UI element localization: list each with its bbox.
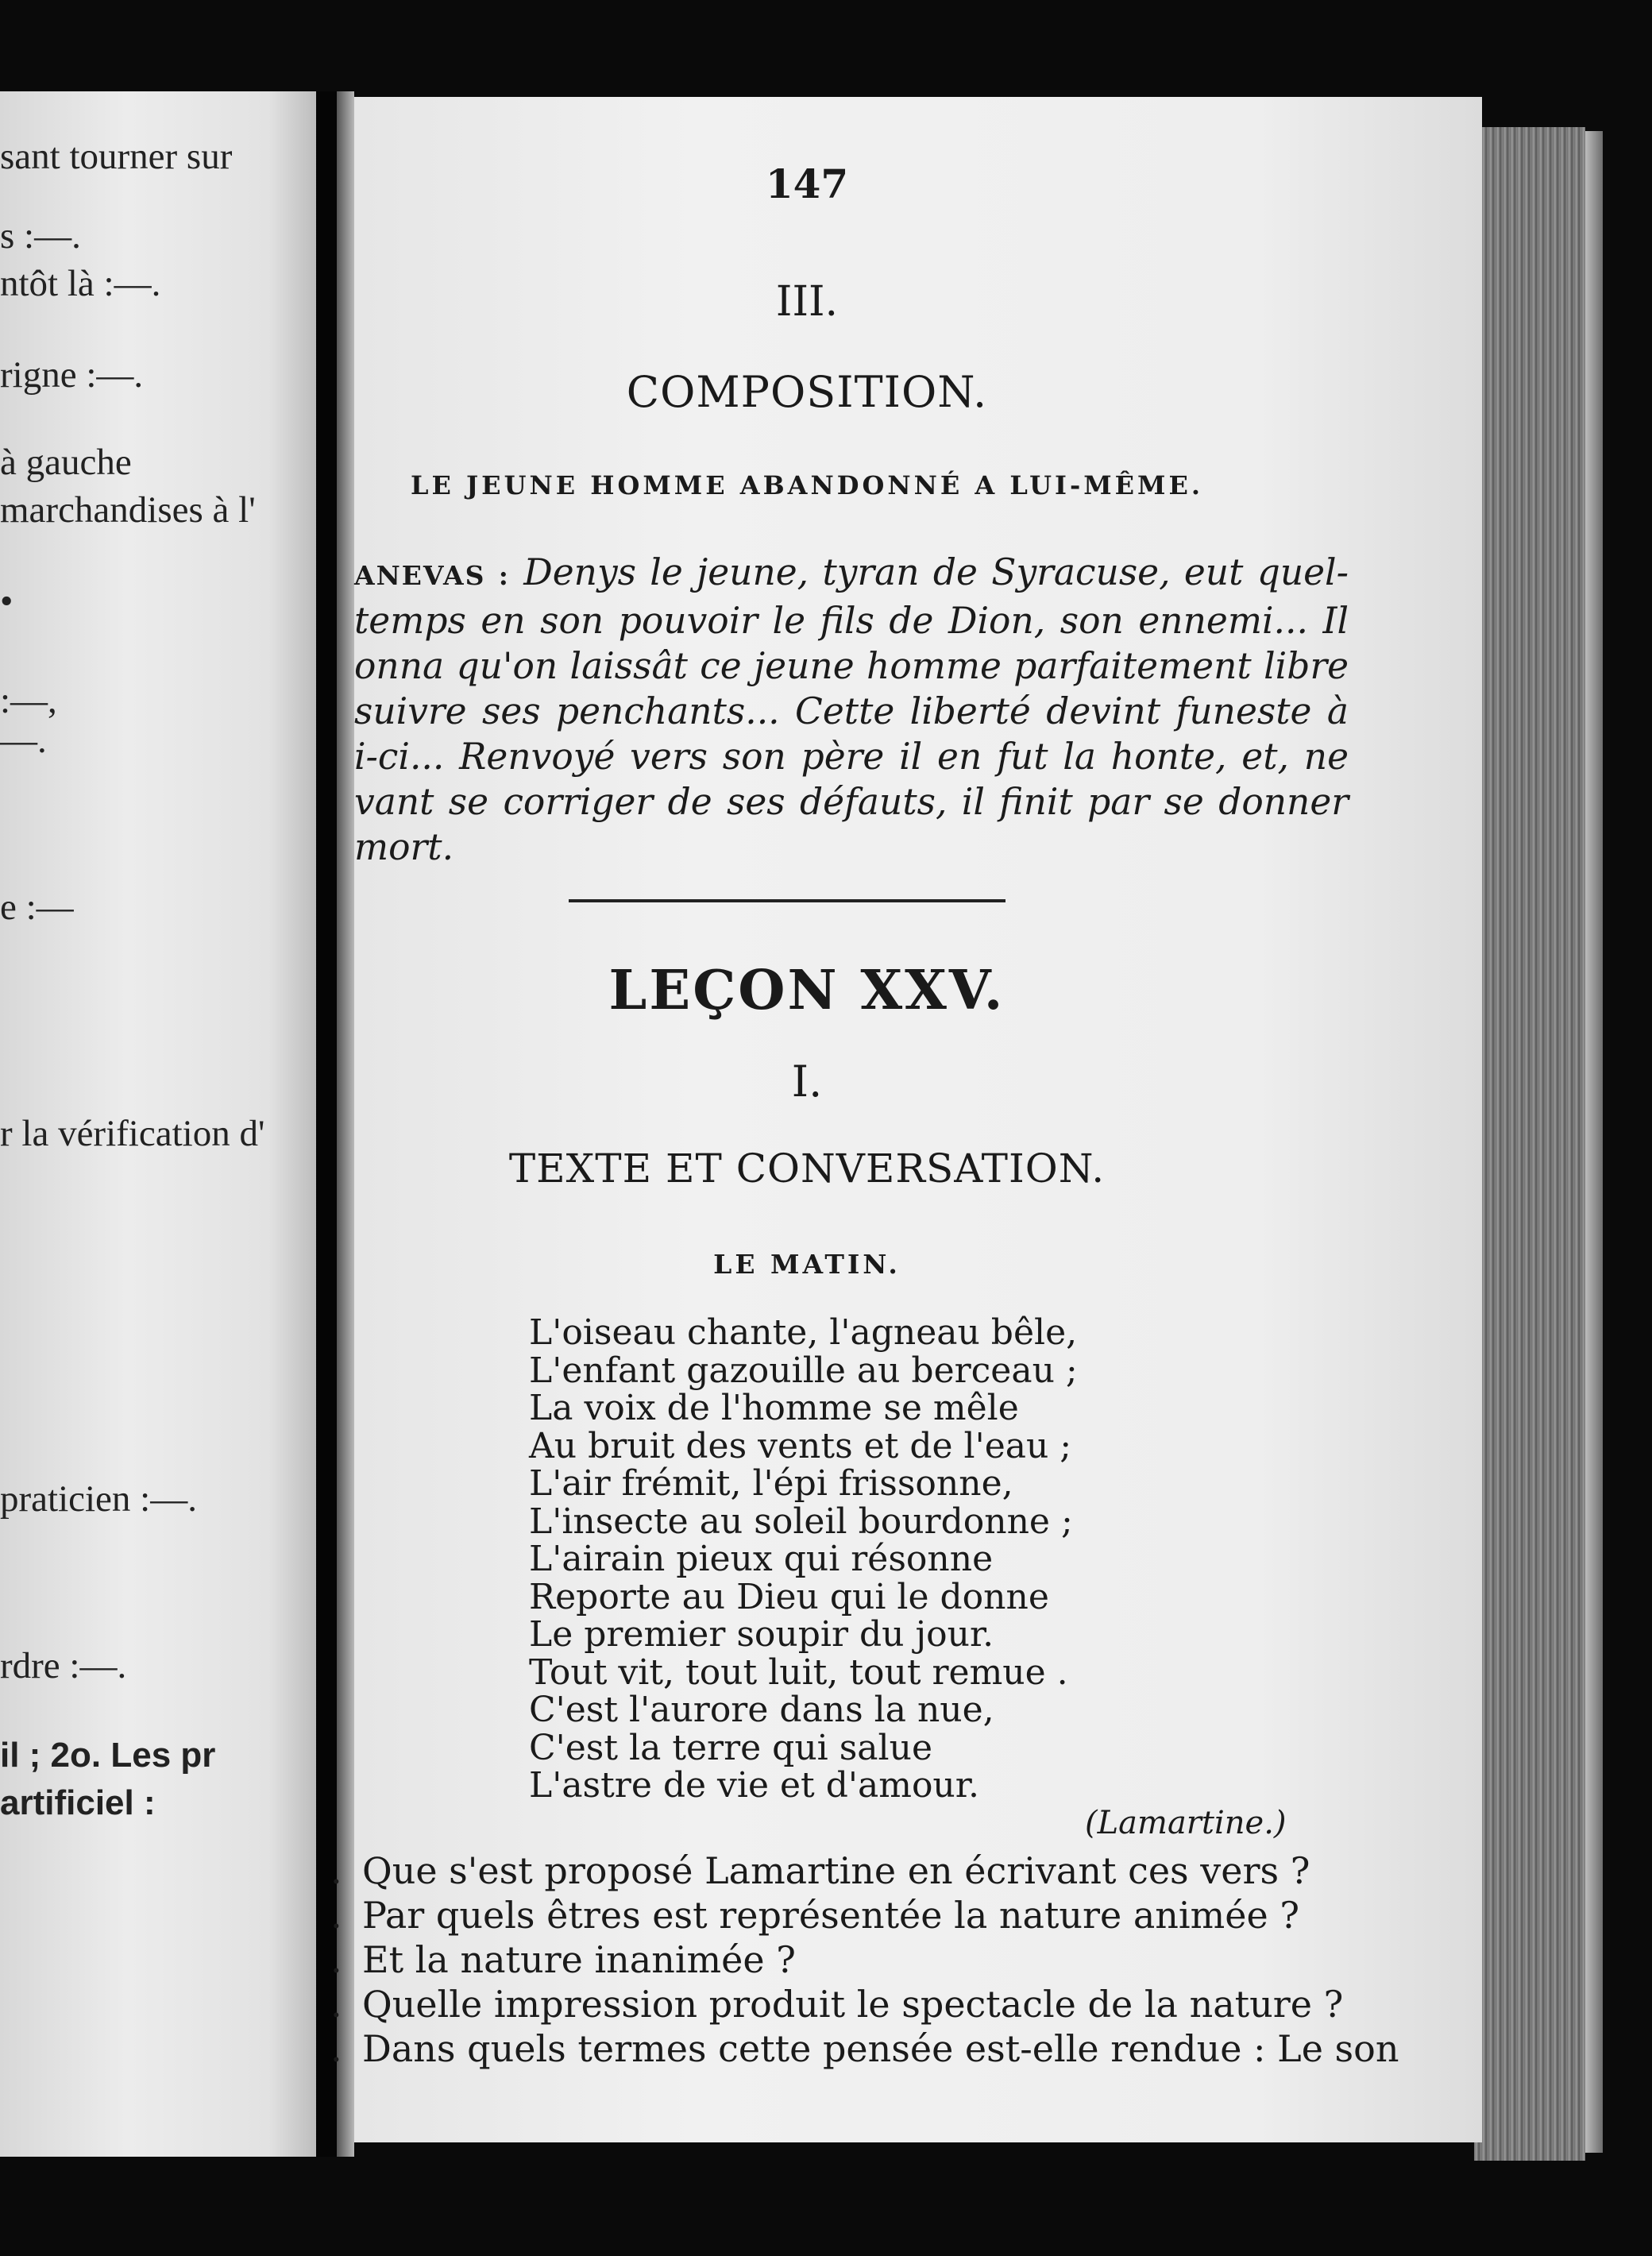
right-page (330, 97, 1482, 2142)
question-text: Que s'est proposé Lamartine en écrivant ces vers ? (362, 1849, 1310, 1892)
poem-verse: La voix de l'homme se mêle (529, 1388, 1019, 1428)
left-page-line: rigne :—. (0, 354, 144, 396)
left-page-line: s :—. (0, 215, 81, 257)
poem-verse: Au bruit des vents et de l'eau ; (529, 1425, 1072, 1466)
poem-title: LE MATIN. (713, 1249, 901, 1280)
canevas-text: Denys le jeune, tyran de Syracuse, eut quel- temps en son pouvoir le fils de Dion, son ennemi... Il onna qu'on laissât ce jeune homme parfaitement libre suivre ses penchants... Cette liberté devint funeste à i-ci... Renvoyé vers son père il en fut la honte, et, ne vant se corriger de ses défauts, il finit par se donner mort. (354, 551, 1349, 868)
poem-verse: C'est l'aurore dans la nue, (529, 1690, 994, 1730)
left-page-fragment (0, 91, 316, 2157)
poem-verse: L'oiseau chante, l'agneau bêle, (529, 1312, 1078, 1353)
section-number: III. (775, 278, 839, 326)
poem-verse: C'est la terre qui salue (529, 1727, 932, 1768)
page-stack-edge (1474, 127, 1585, 2161)
poem-verse: L'airain pieux qui résonne (529, 1539, 994, 1579)
left-page-line: sant tourner sur (0, 136, 233, 177)
left-page-line: :—, (0, 680, 57, 721)
question-number: . (330, 1849, 342, 1892)
left-page-line: il ; 2o. Les pr (0, 1736, 216, 1775)
section-title: COMPOSITION. (626, 367, 988, 417)
question-number: . (330, 2027, 342, 2070)
left-page-line: artificiel : (0, 1783, 156, 1822)
question-item (330, 1893, 1331, 1937)
section-divider (569, 899, 1005, 902)
questions-list (330, 1848, 1399, 2071)
question-number: . (330, 1983, 342, 2026)
left-page-line: rdre :—. (0, 1645, 127, 1686)
page-stack-edge-light (1585, 131, 1603, 2153)
page-number: 147 (765, 160, 849, 207)
poem-verse: Le premier soupir du jour. (529, 1614, 994, 1655)
lesson-part: I. (791, 1057, 823, 1107)
left-page-line: ntôt là :—. (0, 263, 161, 304)
left-page-line: • (0, 581, 14, 622)
canevas-paragraph (354, 550, 1349, 870)
left-page-line: à gauche (0, 442, 132, 483)
question-text: Et la nature inanimée ? (362, 1938, 796, 1981)
question-text: Dans quels termes cette pensée est-elle rendue : Le son (362, 2027, 1399, 2070)
question-number: . (330, 1938, 342, 1981)
poem-verse: L'enfant gazouille au berceau ; (529, 1350, 1078, 1391)
poem-verse: Tout vit, tout luit, tout remue . (529, 1651, 1068, 1693)
left-page-line: marchandises à l' (0, 489, 256, 531)
poem-verse: L'insecte au soleil bourdonne ; (529, 1501, 1073, 1542)
poem-author: (Lamartine.) (1085, 1805, 1287, 1841)
question-item (330, 1982, 1344, 2026)
poem (529, 1314, 1078, 1805)
question-item (330, 2026, 1399, 2071)
question-text: Par quels êtres est représentée la nature animée ? (362, 1894, 1299, 1937)
lesson-title: LEÇON XXV. (608, 959, 1005, 1022)
left-page-line: praticien :—. (0, 1478, 197, 1520)
poem-verse: L'air frémit, l'épi frissonne, (529, 1463, 1013, 1504)
gutter-shadow (337, 91, 354, 2157)
poem-verse: Reporte au Dieu qui le donne (529, 1576, 1049, 1617)
canevas-label: ANEVAS : (354, 560, 510, 591)
book-gutter (316, 91, 337, 2157)
lesson-heading: TEXTE ET CONVERSATION. (508, 1145, 1106, 1192)
question-item (330, 1937, 1331, 1982)
left-page-line: e :— (0, 887, 74, 928)
question-number: . (330, 1894, 342, 1937)
left-page-line: r la vérification d' (0, 1113, 265, 1154)
question-item (330, 1848, 1331, 1893)
question-text: Quelle impression produit le spectacle de la nature ? (362, 1983, 1344, 2026)
composition-subject: LE JEUNE HOMME ABANDONNÉ A LUI-MÊME. (411, 470, 1203, 500)
poem-verse: L'astre de vie et d'amour. (529, 1765, 979, 1806)
left-page-line: —. (0, 720, 47, 761)
